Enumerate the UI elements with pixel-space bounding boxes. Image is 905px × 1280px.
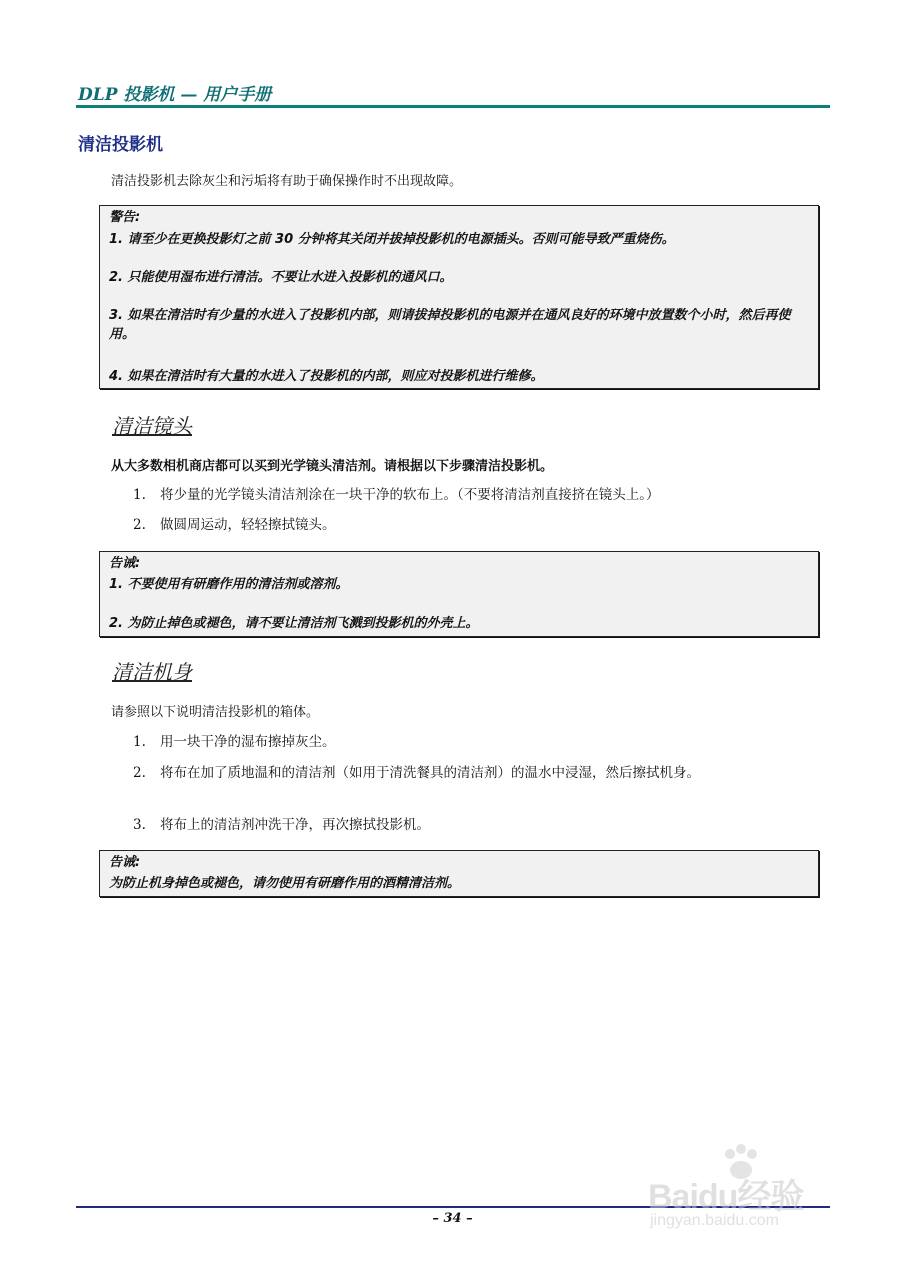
caution-item: 1. 不要使用有研磨作用的清洁剂或溶剂。	[109, 577, 349, 592]
step-text: 做圆周运动，轻轻擦拭镜头。	[160, 517, 336, 533]
lens-step	[133, 485, 803, 506]
caution-label: 告诫:	[109, 855, 141, 870]
section-intro: 清洁投影机去除灰尘和污垢将有助于确保操作时不出现故障。	[111, 174, 463, 189]
warning-item: 4. 如果在清洁时有大量的水进入了投影机的内部，则应对投影机进行维修。	[109, 369, 544, 384]
body-step	[133, 815, 803, 836]
step-number: 2.	[133, 517, 146, 533]
step-number: 3.	[133, 817, 146, 833]
section-title: 清洁投影机	[78, 135, 163, 155]
warning-item: 2. 只能使用湿布进行清洁。不要让水进入投影机的通风口。	[109, 270, 453, 285]
lens-caution-box	[99, 551, 819, 637]
lens-step	[133, 515, 803, 536]
manual-header-title: DLP 投影机 — 用户手册	[78, 85, 272, 105]
watermark-url: jingyan.baidu.com	[650, 1212, 779, 1229]
body-step	[133, 732, 803, 753]
lens-subheading: 清洁镜头	[112, 414, 192, 438]
header-divider	[76, 105, 830, 108]
body-subheading: 清洁机身	[112, 660, 192, 684]
step-number: 2.	[133, 765, 146, 781]
lens-intro: 从大多数相机商店都可以买到光学镜头清洁剂。请根据以下步骤清洁投影机。	[111, 459, 554, 474]
warning-item: 3. 如果在清洁时有少量的水进入了投影机内部，则请拔掉投影机的电源并在通风良好的环境中放置数个小时，然后再使用。	[109, 308, 791, 342]
step-text: 用一块干净的湿布擦掉灰尘。	[160, 734, 336, 750]
body-intro: 请参照以下说明清洁投影机的箱体。	[111, 705, 320, 720]
watermark-brand: Baidu经验	[648, 1178, 804, 1216]
step-text: 将布在加了质地温和的清洁剂（如用于清洗餐具的清洁剂）的温水中浸湿，然后擦拭机身。	[160, 765, 700, 781]
body-step	[133, 763, 803, 784]
caution-label: 告诫:	[109, 556, 141, 571]
warning-item: 1. 请至少在更换投影灯之前 30 分钟将其关闭并拔掉投影机的电源插头。否则可能导致严重烧伤。	[109, 232, 675, 247]
step-text: 将布上的清洁剂冲洗干净，再次擦拭投影机。	[160, 817, 430, 833]
caution-item: 2. 为防止掉色或褪色，请不要让清洁剂飞溅到投影机的外壳上。	[109, 616, 479, 631]
warning-label: 警告:	[109, 210, 141, 225]
step-text: 将少量的光学镜头清洁剂涂在一块干净的软布上。（不要将清洁剂直接挤在镜头上。）	[160, 487, 660, 503]
step-number: 1.	[133, 487, 146, 503]
page-number: – 34 –	[432, 1211, 473, 1226]
body-caution-box	[99, 850, 819, 897]
warning-box	[99, 205, 819, 389]
watermark	[640, 1142, 860, 1242]
step-number: 1.	[133, 734, 146, 750]
caution-text: 为防止机身掉色或褪色，请勿使用有研磨作用的酒精清洁剂。	[109, 876, 461, 891]
